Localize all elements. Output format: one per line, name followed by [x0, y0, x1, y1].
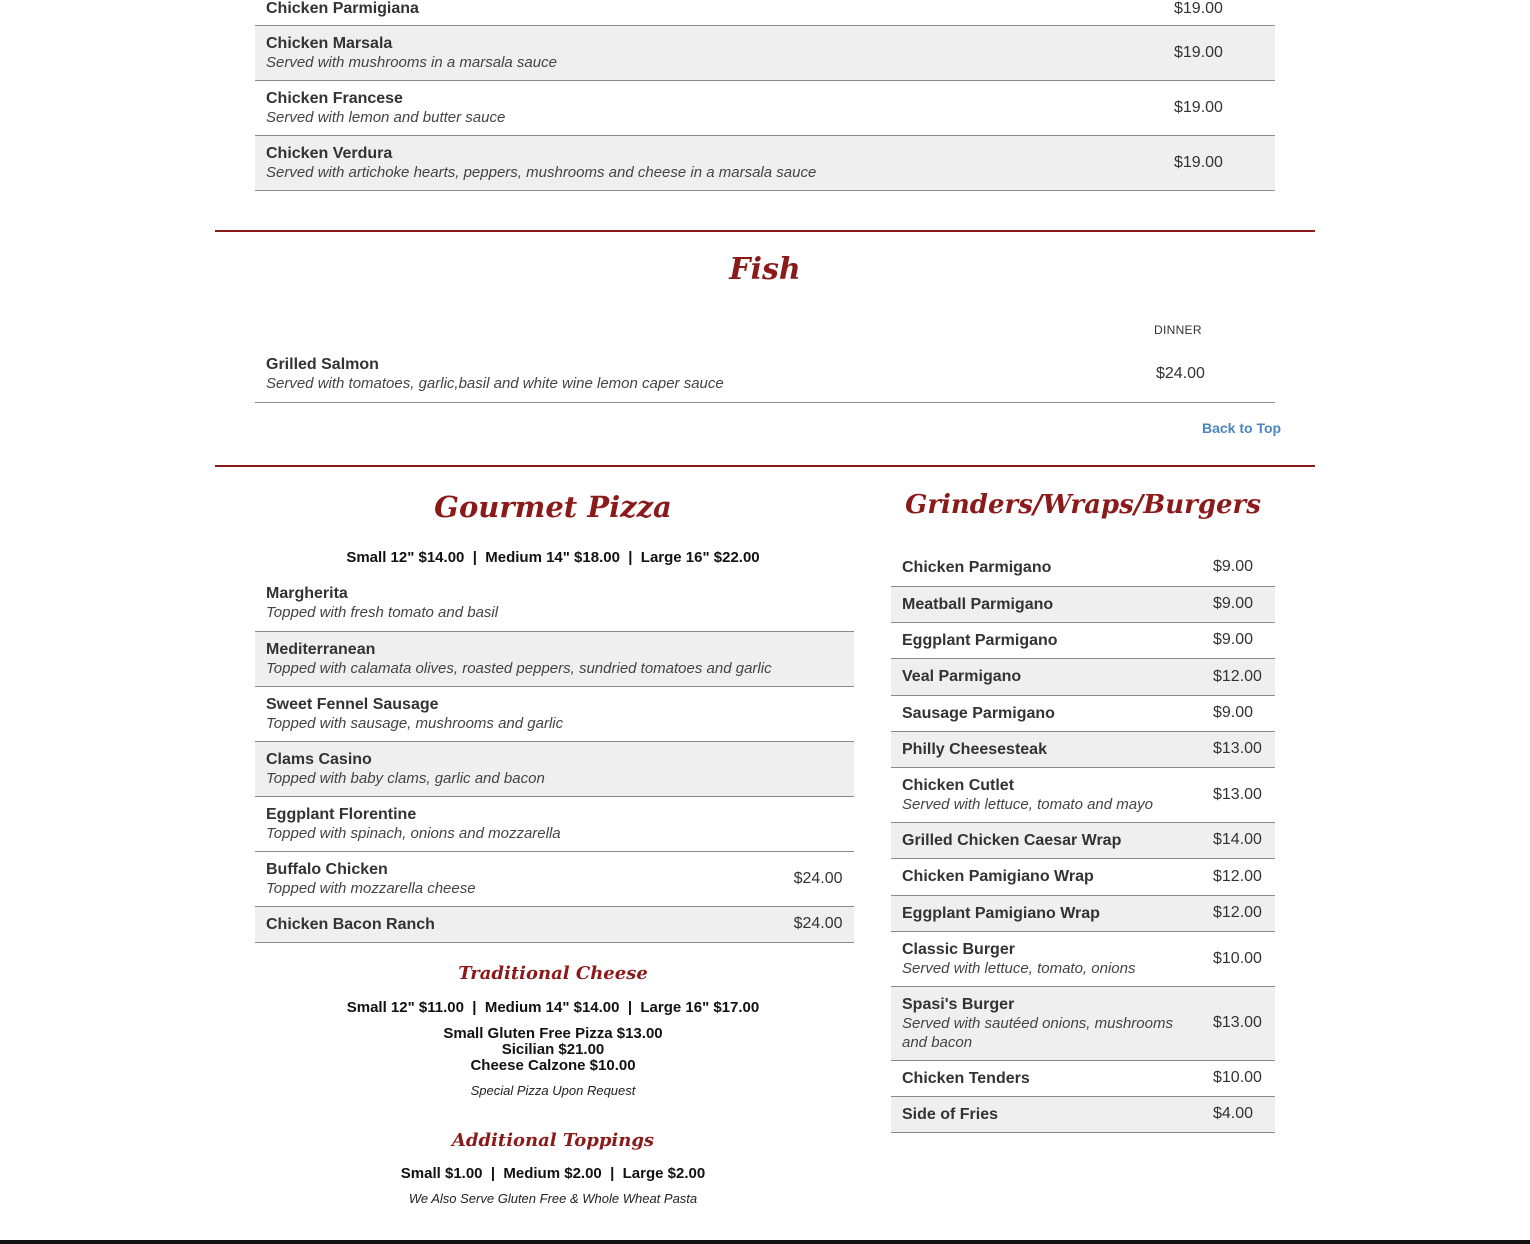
gluten-free-price: Small Gluten Free Pizza $13.00	[443, 1025, 663, 1042]
item-name: Chicken Marsala	[266, 34, 393, 52]
back-to-top-link[interactable]: Back to Top	[1202, 420, 1282, 436]
table-row	[255, 80, 1275, 135]
pizza-section-title: Gourmet Pizza	[434, 490, 672, 524]
table-row	[255, 631, 854, 686]
table-row	[891, 1060, 1275, 1096]
table-row	[891, 549, 1275, 586]
item-description: Topped with fresh tomato and basil	[266, 604, 499, 622]
table-row	[255, 346, 1275, 402]
item-price: $9.00	[1213, 704, 1254, 721]
item-price: $9.00	[1213, 558, 1254, 576]
pasta-note: We Also Serve Gluten Free & Whole Wheat Pasta	[408, 1191, 698, 1206]
item-name: Sausage Parmigano	[902, 704, 1055, 722]
item-name: Clams Casino	[266, 750, 372, 768]
item-name: Chicken Tenders	[902, 1069, 1030, 1087]
table-row	[255, 851, 854, 906]
item-description: Served with lettuce, tomato, onions	[902, 959, 1136, 977]
pizza-menu-table	[255, 576, 854, 943]
item-price: $10.00	[1213, 949, 1262, 967]
item-price: $9.00	[1213, 595, 1254, 612]
item-price: $10.00	[1213, 1069, 1262, 1086]
item-name: Grilled Salmon	[266, 355, 379, 373]
item-name: Meatball Parmigano	[902, 595, 1054, 613]
footer-bar	[0, 1240, 1530, 1244]
item-price: $19.00	[1174, 98, 1223, 116]
item-price: $13.00	[1213, 740, 1262, 757]
item-name: Mediterranean	[266, 640, 376, 658]
item-price: $9.00	[1213, 631, 1254, 648]
item-description: Topped with baby clams, garlic and bacon	[266, 769, 545, 787]
item-description: Topped with mozzarella cheese	[266, 879, 476, 897]
pizza-sizes: Small 12" $14.00 | Medium 14" $18.00 | Large 16" $22.00	[346, 549, 760, 566]
item-name: Classic Burger	[902, 940, 1015, 958]
item-name: Spasi's Burger	[902, 995, 1015, 1013]
table-row	[891, 1096, 1275, 1132]
item-description: Topped with spinach, onions and mozzarella	[266, 824, 561, 842]
item-price: $4.00	[1213, 1105, 1254, 1122]
item-price: $24.00	[1156, 364, 1205, 382]
item-name: Buffalo Chicken	[266, 860, 388, 878]
item-description: Served with sautéed onions, mushrooms and bacon	[902, 1014, 1173, 1051]
fish-menu-table	[255, 346, 1275, 403]
table-row	[891, 931, 1275, 986]
item-name: Eggplant Florentine	[266, 805, 417, 823]
item-price: $12.00	[1213, 667, 1262, 685]
additional-toppings-title: Additional Toppings	[451, 1130, 655, 1151]
item-name: Chicken Parmigano	[902, 558, 1052, 576]
table-row	[255, 25, 1275, 80]
item-price: $24.00	[793, 915, 843, 932]
item-name: Eggplant Pamigiano Wrap	[902, 904, 1100, 922]
item-description: Served with lettuce, tomato and mayo	[902, 795, 1153, 813]
item-name: Chicken Bacon Ranch	[266, 915, 435, 933]
fish-section-title: Fish	[729, 252, 801, 287]
item-price: $24.00	[793, 869, 843, 887]
table-row	[255, 741, 854, 796]
grinders-section-title: Grinders/Wraps/Burgers	[905, 490, 1261, 520]
item-description: Topped with sausage, mushrooms and garlic	[266, 714, 564, 732]
item-price: $19.00	[1174, 153, 1223, 171]
table-row	[891, 731, 1275, 767]
table-row	[891, 586, 1275, 622]
table-row	[255, 0, 1275, 25]
calzone-price: Cheese Calzone $10.00	[470, 1057, 636, 1074]
item-name: Eggplant Parmigano	[902, 631, 1058, 649]
table-row	[255, 135, 1275, 190]
table-row	[891, 658, 1275, 695]
item-description: Served with tomatoes, garlic,basil and white wine lemon caper sauce	[266, 374, 724, 392]
sicilian-price: Sicilian $21.00	[501, 1041, 605, 1058]
table-row	[891, 822, 1275, 858]
toppings-sizes: Small $1.00 | Medium $2.00 | Large $2.00	[400, 1165, 706, 1182]
item-price: $13.00	[1213, 1014, 1262, 1031]
traditional-cheese-title: Traditional Cheese	[458, 963, 648, 984]
item-price: $14.00	[1213, 831, 1262, 848]
table-row	[891, 767, 1275, 822]
item-price: $12.00	[1213, 904, 1262, 921]
item-name: Sweet Fennel Sausage	[266, 695, 439, 713]
chicken-menu-table	[255, 0, 1275, 191]
section-divider	[215, 465, 1315, 467]
table-row	[891, 858, 1275, 895]
item-name: Chicken Parmigiana	[266, 0, 419, 17]
traditional-sizes: Small 12" $11.00 | Medium 14" $14.00 | Large 16" $17.00	[346, 999, 760, 1016]
table-row	[891, 695, 1275, 731]
table-row	[255, 686, 854, 741]
item-name: Grilled Chicken Caesar Wrap	[902, 831, 1122, 849]
item-name: Chicken Cutlet	[902, 776, 1015, 794]
item-description: Served with mushrooms in a marsala sauce	[266, 53, 557, 71]
item-name: Chicken Verdura	[266, 144, 393, 162]
item-description: Topped with calamata olives, roasted peppers, sundried tomatoes and garlic	[266, 659, 772, 677]
item-name: Chicken Francese	[266, 89, 403, 107]
item-name: Side of Fries	[902, 1105, 999, 1123]
section-divider	[215, 230, 1315, 232]
table-row	[891, 986, 1275, 1060]
table-row	[891, 622, 1275, 658]
item-price: $13.00	[1213, 785, 1262, 803]
special-pizza-note: Special Pizza Upon Request	[470, 1083, 636, 1098]
item-price: $19.00	[1174, 0, 1223, 17]
item-description: Served with lemon and butter sauce	[266, 108, 506, 126]
item-name: Veal Parmigano	[902, 668, 1022, 685]
table-row	[255, 576, 854, 631]
item-price: $12.00	[1213, 867, 1262, 885]
table-row	[891, 895, 1275, 931]
item-name: Chicken Pamigiano Wrap	[902, 868, 1094, 885]
item-name: Margherita	[266, 585, 348, 603]
grinders-menu-table	[891, 549, 1275, 1133]
item-price: $19.00	[1174, 43, 1223, 61]
table-row	[255, 796, 854, 851]
table-row	[255, 906, 854, 942]
item-name: Philly Cheesesteak	[902, 740, 1047, 758]
item-description: Served with artichoke hearts, peppers, mushrooms and cheese in a marsala sauce	[266, 163, 817, 181]
dinner-column-label: DINNER	[1154, 323, 1202, 337]
